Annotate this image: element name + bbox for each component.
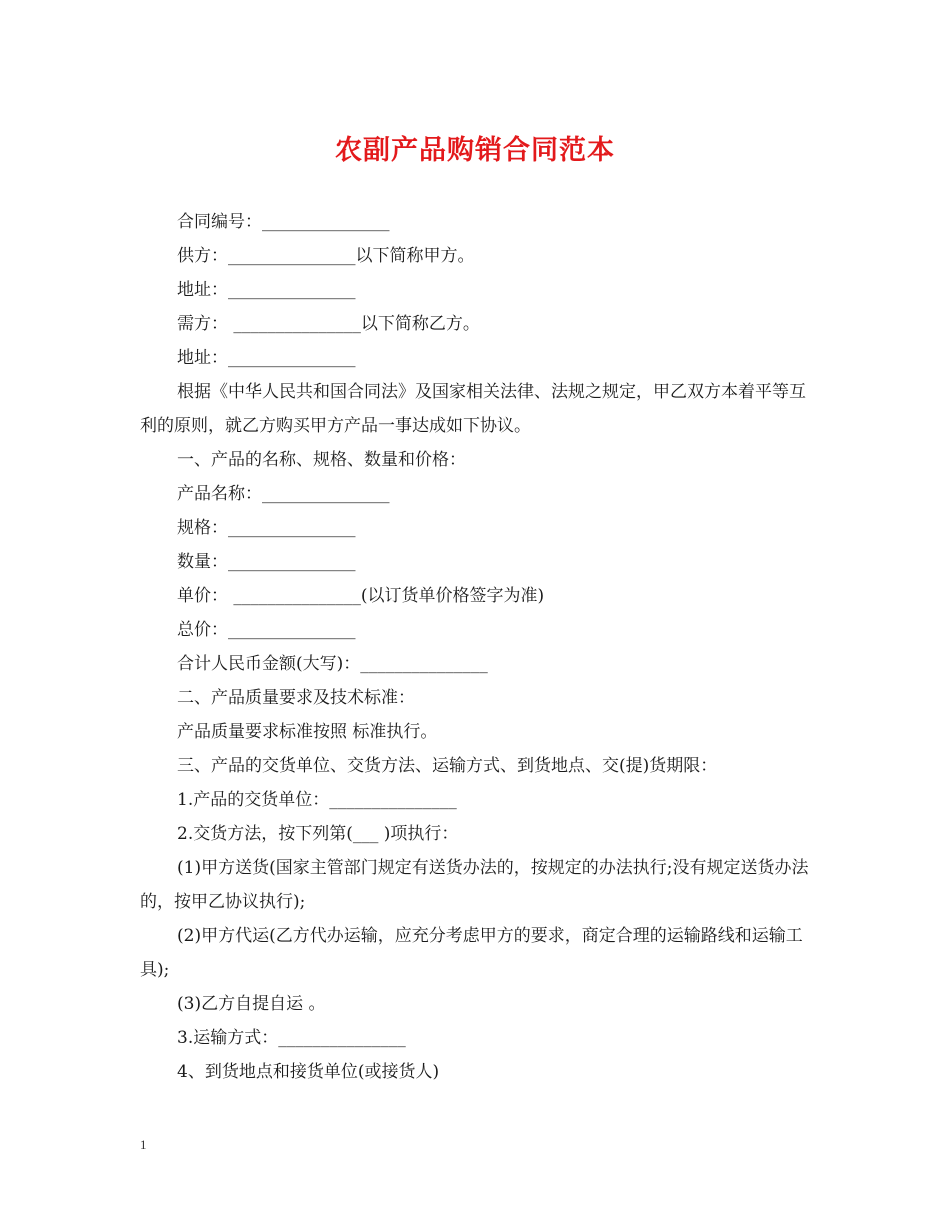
page-number: 1 (140, 1137, 147, 1152)
delivery-method-line: 2.交货方法，按下列第(___ )项执行： (177, 824, 459, 844)
product-name-line: 产品名称：_______________ (177, 484, 390, 504)
contract-number-line: 合同编号：_______________ (177, 212, 390, 232)
quantity-line: 数量：_______________ (177, 552, 356, 572)
buyer-address-line: 地址：_______________ (177, 348, 356, 368)
document-title: 农副产品购销合同范本 (335, 135, 615, 166)
specification-line: 规格：_______________ (177, 518, 356, 538)
buyer-line: 需方： _______________以下简称乙方。 (177, 314, 480, 334)
destination-line: 4、到货地点和接货单位(或接货人) (177, 1062, 440, 1082)
supplier-line: 供方：_______________以下简称甲方。 (177, 246, 475, 266)
total-amount-words-line: 合计人民币金额(大写)：_______________ (177, 654, 488, 674)
supplier-address-line: 地址：_______________ (177, 280, 356, 300)
delivery-option-2: (2)甲方代运(乙方代办运输，应充分考虑甲方的要求，商定合理的运输路线和运输工具); (140, 926, 803, 980)
delivery-option-3: (3)乙方自提自运 。 (177, 994, 326, 1014)
total-price-line: 总价：_______________ (177, 620, 356, 640)
section-heading-delivery: 三、产品的交货单位、交货方法、运输方式、到货地点、交(提)货期限： (177, 756, 718, 776)
quality-standard-line: 产品质量要求标准按照 标准执行。 (177, 722, 438, 742)
unit-price-line: 单价： _______________(以订货单价格签字为准) (177, 586, 545, 606)
document-body (140, 205, 815, 1089)
transport-method-line: 3.运输方式：_______________ (177, 1028, 406, 1048)
delivery-option-1: (1)甲方送货(国家主管部门规定有送货办法的，按规定的办法执行;没有规定送货办法的，按甲乙协议执行); (140, 858, 809, 912)
section-heading-quality: 二、产品质量要求及技术标准： (177, 688, 415, 708)
preamble-paragraph: 根据《中华人民共和国合同法》及国家相关法律、法规之规定，甲乙双方本着平等互利的原则，就乙方购买甲方产品一事达成如下协议。 (140, 382, 806, 436)
section-heading-product: 一、产品的名称、规格、数量和价格： (177, 450, 466, 470)
delivery-unit-line: 1.产品的交货单位：_______________ (177, 790, 457, 810)
